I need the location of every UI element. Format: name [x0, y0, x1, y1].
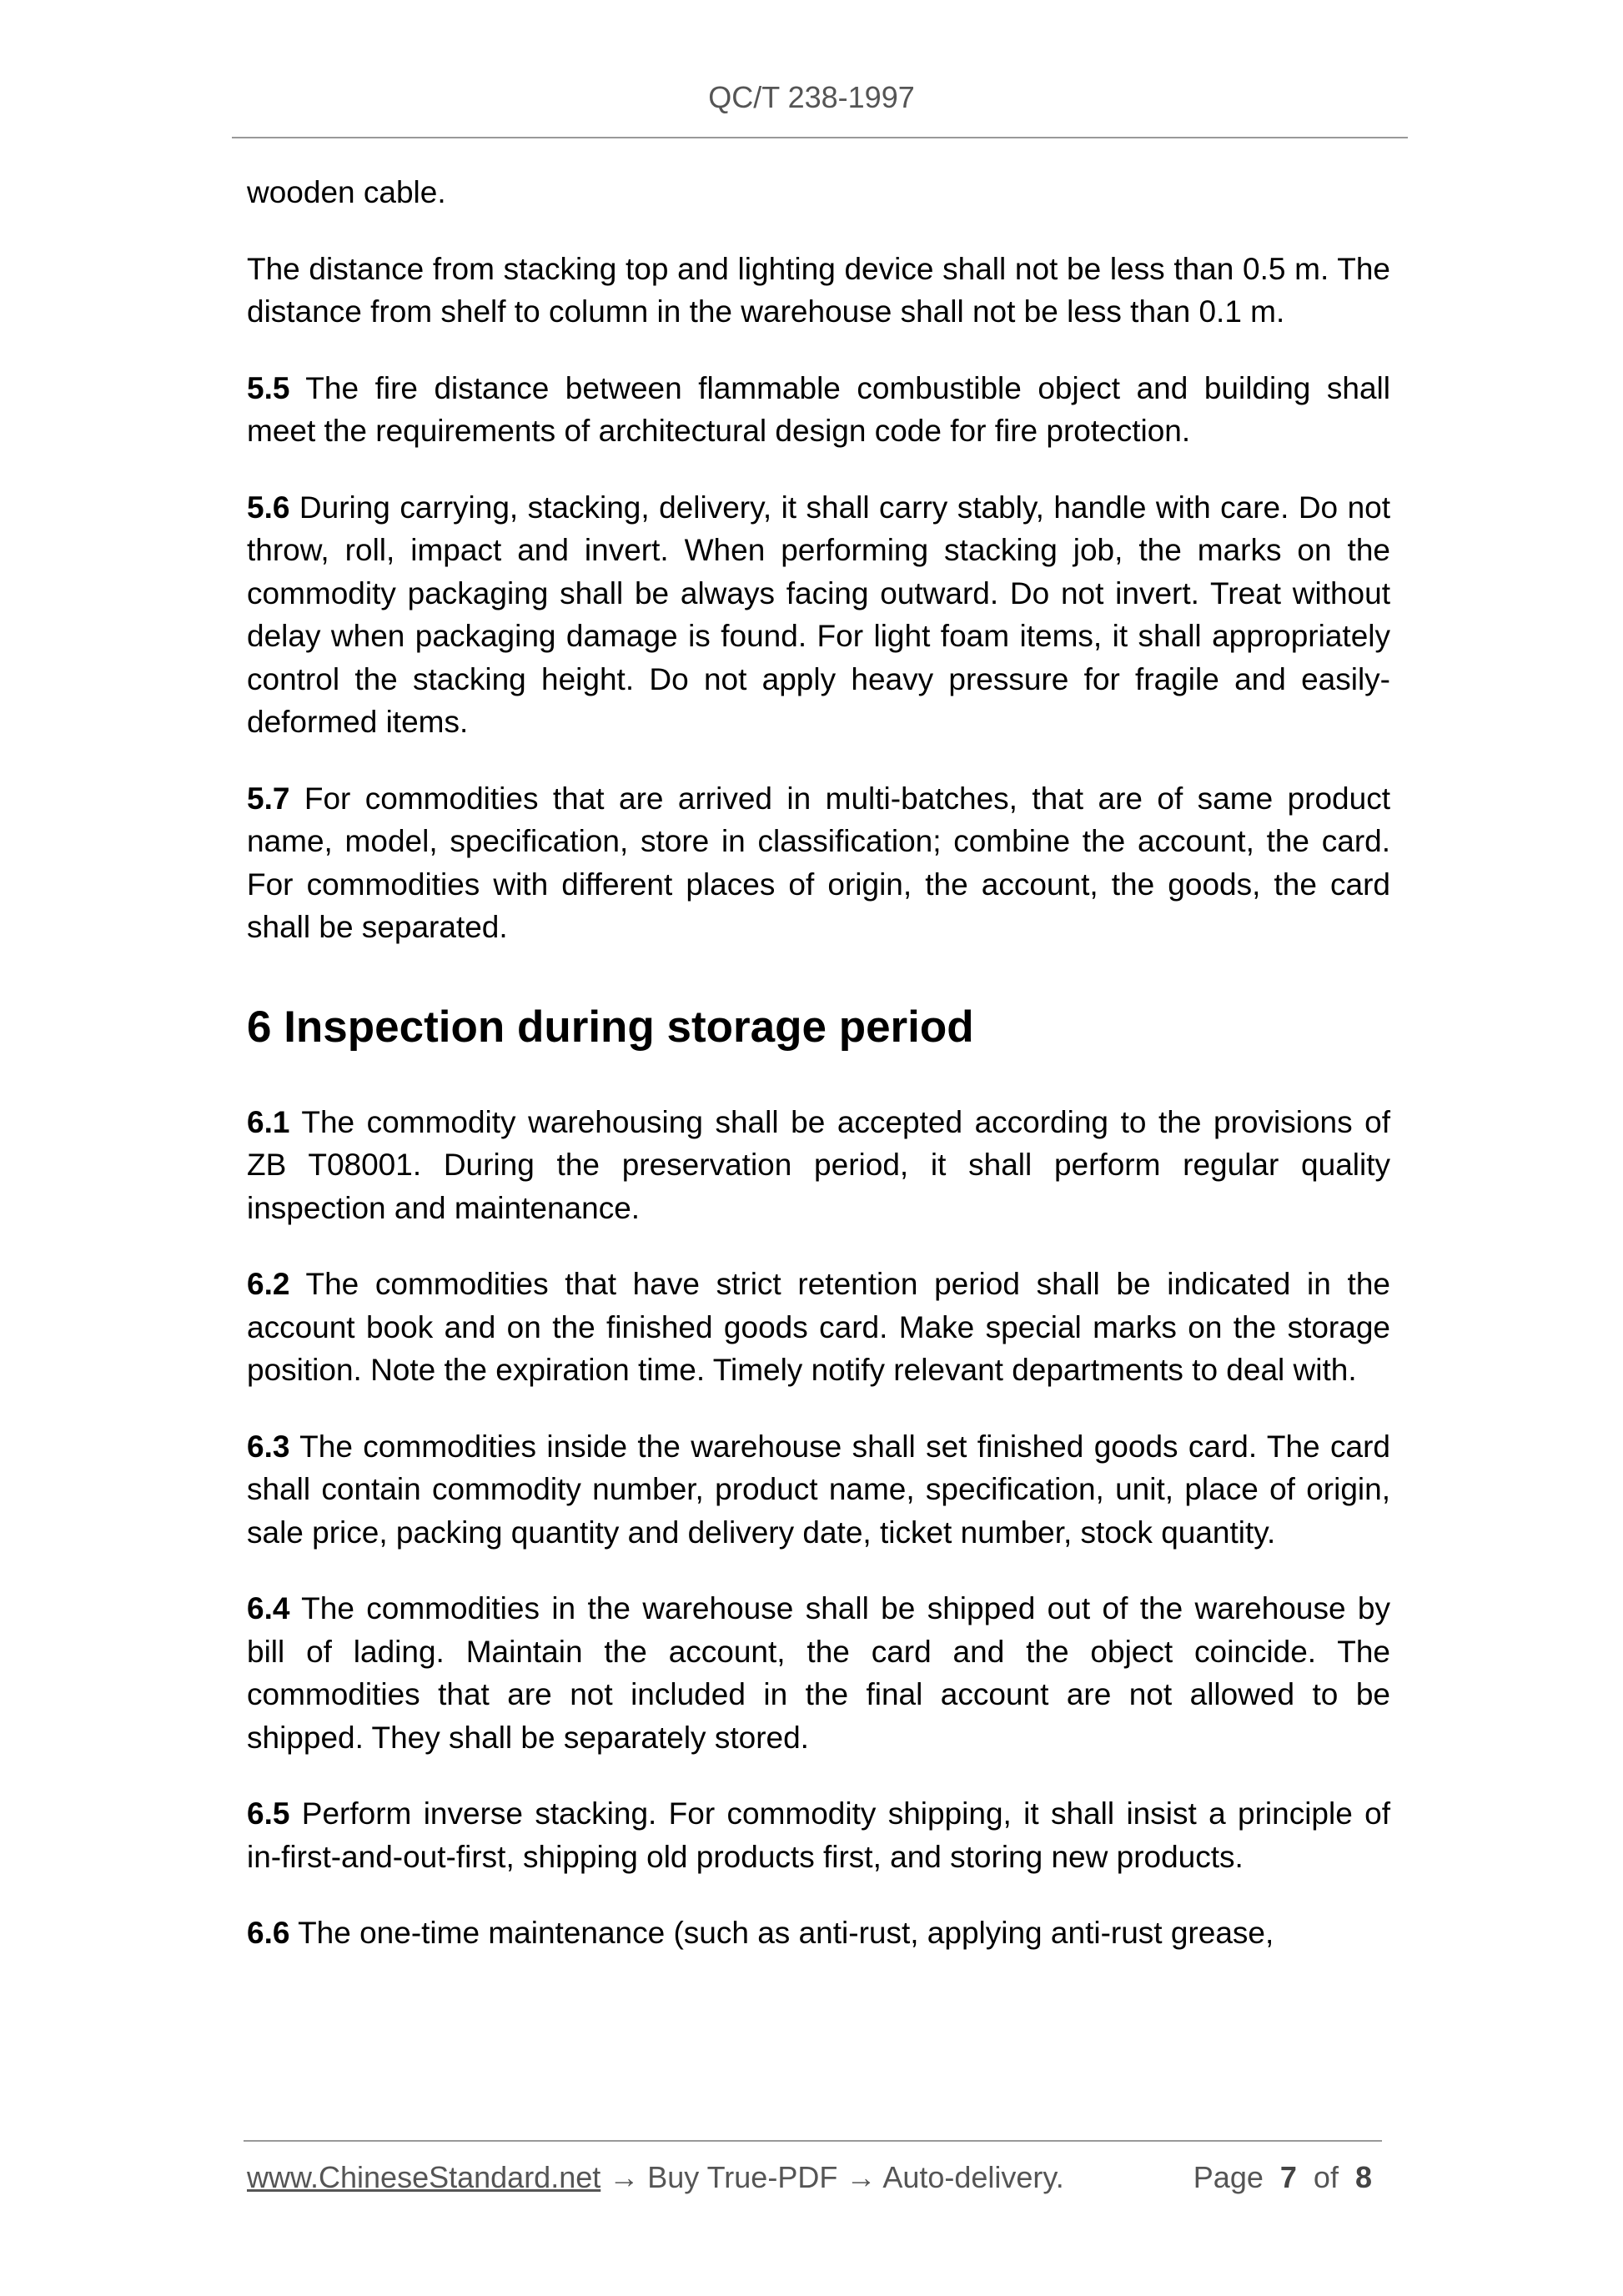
clause-5-5 [247, 367, 1390, 453]
paragraph-continuation: wooden cable. [247, 175, 446, 209]
footer-divider [244, 2140, 1382, 2142]
clause-number: 6.4 [247, 1591, 290, 1625]
clause-number: 6.2 [247, 1267, 290, 1301]
page-of: of [1313, 2160, 1339, 2194]
clause-number: 5.5 [247, 370, 290, 405]
clause-text: The commodities in the warehouse shall be shipped out of the warehouse by bill of lading. Maintain the account, the card and the object coincide. The commodities that are not included in the final account are not allowed to be shipped. They shall be separately stored. [247, 1591, 1390, 1755]
page-label: Page [1193, 2160, 1264, 2194]
page-header-title: QC/T 238-1997 [708, 80, 915, 114]
paragraph-distance: The distance from stacking top and lighting device shall not be less than 0.5 m. The distance from shelf to column in the warehouse shall not be less than 0.1 m. [247, 251, 1390, 329]
footer-left [247, 2160, 1064, 2195]
footer-tagline: → Buy True-PDF → Auto-delivery. [600, 2160, 1064, 2194]
clause-6-3 [247, 1425, 1390, 1555]
clause-6-4 [247, 1587, 1390, 1759]
clause-5-7 [247, 777, 1390, 949]
clause-text: The fire distance between flammable combustible object and building shall meet the requirements of architectural design code for fire protection. [247, 370, 1390, 448]
clause-text: The one-time maintenance (such as anti-rust, applying anti-rust grease, [298, 1916, 1274, 1950]
clause-number: 5.7 [247, 781, 290, 816]
clause-number: 6.1 [247, 1104, 290, 1139]
clause-text: The commodities that have strict retention period shall be indicated in the account book and on the finished goods card. Make special marks on the storage position. Note the expiration time. Timely notify relevant departments to deal with. [247, 1267, 1390, 1387]
clause-text: For commodities that are arrived in multi-batches, that are of same product name, model, specification, store in classification; combine the account, the card. For commodities with different places of origin, the account, the goods, the card shall be separated. [247, 781, 1390, 944]
clause-number: 5.6 [247, 490, 290, 525]
clause-text: The commodities inside the warehouse shall set finished goods card. The card shall contain commodity number, product name, specification, unit, place of origin, sale price, packing quantity and delivery date, ticket number, stock quantity. [247, 1429, 1390, 1550]
clause-6-5 [247, 1792, 1390, 1878]
page-total: 8 [1354, 2160, 1372, 2194]
clause-6-1 [247, 1101, 1390, 1230]
clause-6-2 [247, 1263, 1390, 1392]
website-link[interactable]: www.ChineseStandard.net [247, 2160, 601, 2194]
clause-5-6 [247, 486, 1390, 744]
clause-text: The commodity warehousing shall be accepted according to the provisions of ZB T08001. During the preservation period, it shall perform regular quality inspection and maintenance. [247, 1104, 1390, 1225]
page-indicator [1193, 2160, 1372, 2195]
header-divider [232, 137, 1408, 138]
clause-number: 6.6 [247, 1916, 290, 1950]
clause-text: During carrying, stacking, delivery, it shall carry stably, handle with care. Do not throw, roll, impact and invert. When performing stacking job, the marks on the commodity packaging shall be always facing outward. Do not invert. Treat without delay when packaging damage is found. For light foam items, it shall appropriately control the stacking height. Do not apply heavy pressure for fragile and easily-deformed items. [247, 490, 1391, 739]
clause-text: Perform inverse stacking. For commodity shipping, it shall insist a principle of in-first-and-out-first, shipping old products first, and storing new products. [247, 1796, 1390, 1874]
section-heading-6: 6 Inspection during storage period [247, 1002, 974, 1052]
clause-number: 6.3 [247, 1429, 290, 1464]
clause-6-6 [247, 1912, 1390, 1955]
document-body [247, 171, 1390, 1988]
page-current: 7 [1279, 2160, 1297, 2194]
clause-number: 6.5 [247, 1796, 290, 1831]
